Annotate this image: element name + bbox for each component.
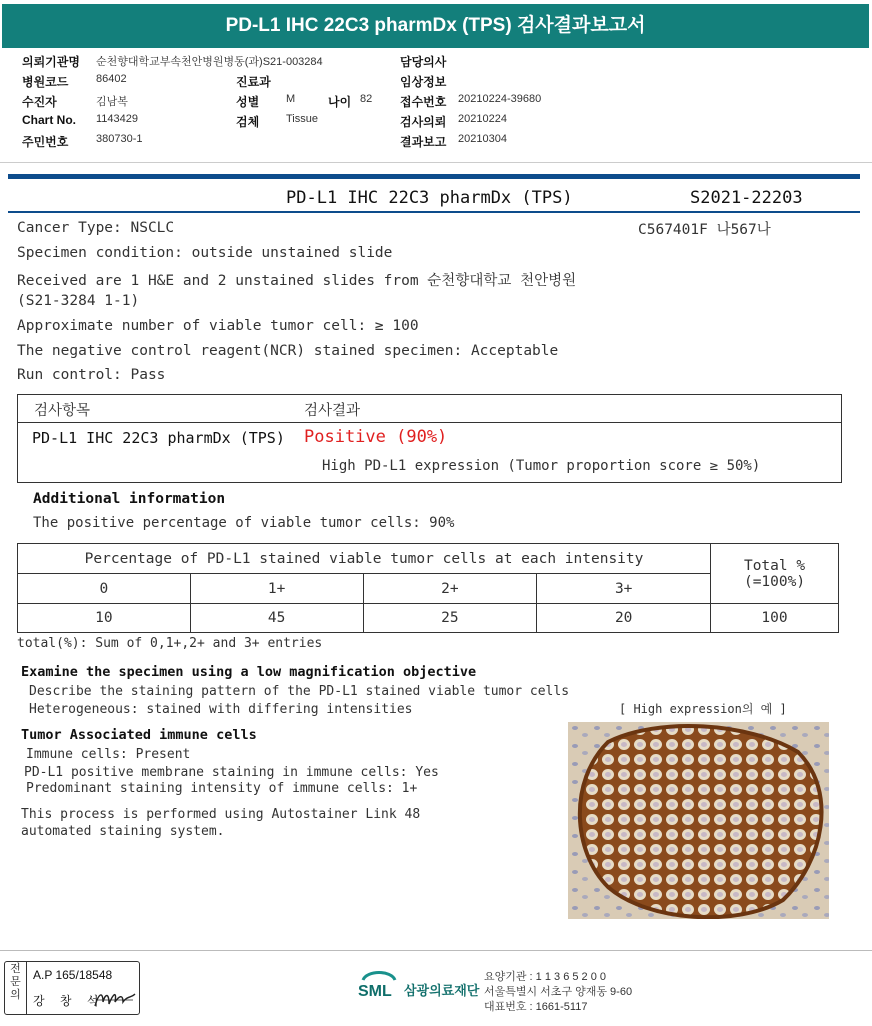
ncr-status: The negative control reagent(NCR) stained specimen: Acceptable bbox=[17, 343, 559, 359]
stamp-char-3: 의 bbox=[10, 989, 21, 1001]
level-1plus: 1+ bbox=[190, 574, 363, 604]
org-name: 삼광의료재단 bbox=[404, 983, 480, 998]
examine-line-1: Describe the staining pattern of the PD-L1 stained viable tumor cells bbox=[29, 684, 570, 699]
heading-underline bbox=[8, 211, 860, 213]
request-label: 검사의뢰 bbox=[400, 115, 447, 129]
age-value: 82 bbox=[360, 93, 373, 105]
report-number: S2021-22203 bbox=[690, 188, 803, 208]
stamp-ap-number: A.P 165/18548 bbox=[33, 968, 113, 982]
image-caption: [ High expression의 예 ] bbox=[619, 702, 787, 716]
sml-logo-icon bbox=[357, 968, 401, 1002]
viable-tumor-cells: Approximate number of viable tumor cell: ≥ 100 bbox=[17, 318, 419, 334]
result-item: PD-L1 IHC 22C3 pharmDx (TPS) bbox=[32, 429, 285, 447]
report-heading bbox=[0, 186, 872, 214]
stamp-char-2: 문 bbox=[10, 976, 21, 988]
code-value: 86402 bbox=[96, 73, 127, 85]
additional-text: The positive percentage of viable tumor cells: 90% bbox=[33, 515, 455, 531]
value-1plus: 45 bbox=[190, 604, 363, 633]
report-title: PD-L1 IHC 22C3 pharmDx (TPS) 검사결과보고서 bbox=[2, 4, 869, 48]
chart-label: Chart No. bbox=[22, 113, 76, 127]
hospital-label: 의뢰기관명 bbox=[22, 55, 80, 69]
level-2plus: 2+ bbox=[363, 574, 537, 604]
age-label: 나이 bbox=[328, 95, 352, 109]
process-line-2: automated staining system. bbox=[21, 824, 225, 839]
value-3plus: 20 bbox=[537, 604, 711, 633]
request-value: 20210224 bbox=[458, 113, 507, 125]
total-header-line1: Total % bbox=[743, 557, 806, 574]
hospital-value: 순천향대학교부속천안병원병동(과)S21-003284 bbox=[96, 56, 323, 68]
value-total: 100 bbox=[711, 604, 839, 633]
immune-line-3: Predominant staining intensity of immune cells: 1+ bbox=[26, 781, 418, 796]
result-value: Positive (90%) bbox=[304, 427, 448, 447]
patient-value: 김남복 bbox=[96, 96, 128, 108]
process-line-1: This process is performed using Autostainer Link 48 bbox=[21, 807, 421, 822]
received-reference: (S21-3284 1-1) bbox=[17, 293, 140, 309]
intensity-table bbox=[17, 543, 839, 633]
col-result-label: 검사결과 bbox=[304, 403, 361, 419]
patient-meta bbox=[22, 53, 842, 153]
immune-line-1: Immune cells: Present bbox=[26, 747, 191, 762]
value-0: 10 bbox=[18, 604, 191, 633]
code-label: 병원코드 bbox=[22, 75, 69, 89]
immune-line-2: PD-L1 positive membrane staining in immune cells: Yes bbox=[24, 765, 439, 780]
stamp-char-1: 전 bbox=[10, 963, 21, 975]
result-expression: High PD-L1 expression (Tumor proportion score ≥ 50%) bbox=[322, 458, 761, 474]
level-3plus: 3+ bbox=[537, 574, 711, 604]
result-box bbox=[17, 394, 842, 483]
specimen-label: 검체 bbox=[236, 115, 260, 129]
dept-label: 진료과 bbox=[236, 75, 271, 89]
report-test-name: PD-L1 IHC 22C3 pharmDx (TPS) bbox=[286, 188, 573, 208]
level-0: 0 bbox=[18, 574, 191, 604]
org-address: 서울특별시 서초구 양재동 9-60 bbox=[484, 986, 633, 998]
specimen-value: Tissue bbox=[286, 113, 318, 125]
stamp-vertical-label bbox=[5, 962, 27, 1014]
accession-value: 20210224-39680 bbox=[458, 93, 542, 105]
header-divider bbox=[0, 162, 872, 163]
pathologist-stamp bbox=[4, 961, 140, 1015]
block-code: C567401F 나567나 bbox=[638, 222, 771, 238]
id-label: 주민번호 bbox=[22, 135, 69, 149]
total-header-line2: (=100%) bbox=[743, 573, 806, 590]
examine-line-2: Heterogeneous: stained with differing intensities bbox=[29, 702, 413, 717]
report-date-label: 결과보고 bbox=[400, 135, 447, 149]
cancer-type: Cancer Type: NSCLC bbox=[17, 220, 175, 236]
chart-value: 1143429 bbox=[96, 113, 139, 125]
svg-text:SML: SML bbox=[358, 983, 392, 1000]
clinical-label: 임상정보 bbox=[400, 75, 447, 89]
examine-heading: Examine the specimen using a low magnification objective bbox=[21, 664, 477, 680]
intensity-header: Percentage of PD-L1 stained viable tumor cells at each intensity bbox=[18, 544, 711, 574]
blue-rule bbox=[8, 174, 860, 179]
additional-heading: Additional information bbox=[33, 491, 226, 507]
histology-image bbox=[568, 722, 829, 919]
col-item-label: 검사항목 bbox=[34, 403, 91, 419]
value-2plus: 25 bbox=[363, 604, 537, 633]
id-value: 380730-1 bbox=[96, 133, 143, 145]
care-code: 요양기관 : 1 1 3 6 5 2 0 0 bbox=[484, 971, 607, 983]
table-note: total(%): Sum of 0,1+,2+ and 3+ entries bbox=[17, 636, 323, 651]
run-control: Run control: Pass bbox=[17, 367, 166, 383]
org-phone: 대표번호 : 1661-5117 bbox=[484, 1001, 588, 1013]
immune-heading: Tumor Associated immune cells bbox=[21, 727, 257, 743]
stamp-pathologist-name: 강 창 석 bbox=[33, 994, 105, 1008]
signature-icon bbox=[93, 988, 137, 1010]
received-slides: Received are 1 H&E and 2 unstained slides from 순천향대학교 천안병원 bbox=[17, 273, 577, 289]
sex-value: M bbox=[286, 93, 296, 105]
histology-svg bbox=[568, 722, 829, 919]
patient-label: 수진자 bbox=[22, 95, 57, 109]
total-header bbox=[711, 544, 839, 604]
doctor-label: 담당의사 bbox=[400, 55, 447, 69]
specimen-condition: Specimen condition: outside unstained slide bbox=[17, 245, 393, 261]
accession-label: 접수번호 bbox=[400, 95, 447, 109]
report-date-value: 20210304 bbox=[458, 133, 507, 145]
footer-divider bbox=[0, 950, 872, 951]
sex-label: 성별 bbox=[236, 95, 260, 109]
result-header bbox=[18, 395, 841, 423]
